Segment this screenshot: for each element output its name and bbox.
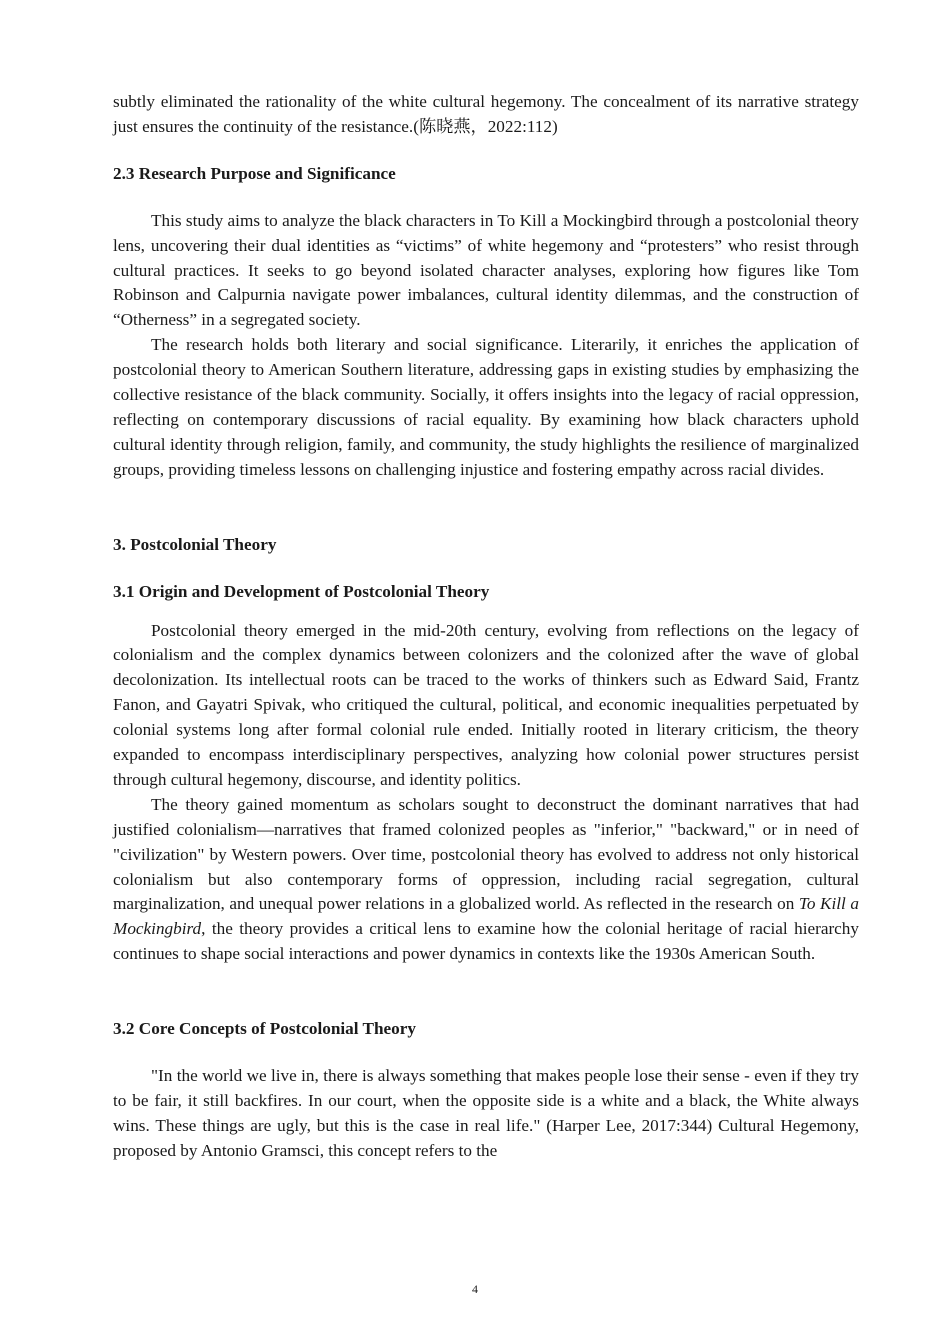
section-heading-3-1: 3.1 Origin and Development of Postcolonial Theory — [113, 581, 490, 601]
section-heading-3-2: 3.2 Core Concepts of Postcolonial Theory — [113, 1019, 416, 1039]
section-heading-2-3: 2.3 Research Purpose and Significance — [113, 163, 396, 183]
paragraph-3-1-2-after: , the theory provides a critical lens to examine how the colonial heritage of racial hierarchy continues to shape social interactions and power dynamics in contexts like the 1930s American South. — [113, 919, 859, 964]
paragraph-2-3-2: The research holds both literary and social significance. Literarily, it enriches the application of postcolonial theory to American Southern literature, addressing gaps in existing studies by emphasizing the collective resistance of the black community. Socially, it offers insights into the legacy of racial oppression, reflecting on contemporary discussions of racial equality. By examining how black characters uphold cultural identity through religion, family, and community, the study highlights the resilience of marginalized groups, providing timeless lessons on challenging injustice and fostering empathy across racial divides. — [113, 335, 859, 479]
continuation-paragraph: subtly eliminated the rationality of the white cultural hegemony. The concealment of its narrative strategy just ensures the continuity of the resistance.(陈晓燕，2022:112) — [113, 92, 859, 136]
paragraph-2-3-1: This study aims to analyze the black characters in To Kill a Mockingbird through a postcolonial theory lens, uncovering their dual identities as “victims” of white hegemony and “protesters” who resist through cultural practices. It seeks to go beyond isolated character analyses, exploring how figures like Tom Robinson and Calpurnia navigate power imbalances, cultural identity dilemmas, and the construction of “Otherness” in a segregated society. — [113, 210, 859, 330]
paragraph-3-1-2 — [113, 793, 859, 967]
paragraph-3-2-1: "In the world we live in, there is always something that makes people lose their sense - even if they try to be fair, it still backfires. In our court, when the opposite side is a white and a black, the White always wins. These things are ugly, but this is the case in real life." (Harper Lee, 2017:344) Cultural Hegemony, proposed by Antonio Gramsci, this concept refers to the — [113, 1066, 859, 1160]
page-number: 4 — [472, 1282, 478, 1296]
book-title: To Kill a Mockingbird — [113, 894, 859, 939]
paragraph-3-1-1: Postcolonial theory emerged in the mid-20th century, evolving from reflections on the legacy of colonialism and the complex dynamics between colonizers and the colonized after the wave of global decolonization. Its intellectual roots can be traced to the works of thinkers such as Edward Said, Frantz Fanon, and Gayatri Spivak, who critiqued the cultural, political, and economic inequalities perpetuated by colonial systems long after formal colonial rule ended. Initially rooted in literary criticism, the theory expanded to encompass interdisciplinary perspectives, analyzing how colonial power structures persist through cultural hegemony, discourse, and identity politics. — [113, 620, 859, 789]
document-page — [113, 90, 859, 1164]
section-heading-3: 3. Postcolonial Theory — [113, 534, 277, 554]
paragraph-3-1-2-before: The theory gained momentum as scholars sought to deconstruct the dominant narratives that had justified colonialism—narratives that framed colonized peoples as "inferior," "backward," or in need of "civilization" by Western powers. Over time, postcolonial theory has evolved to address not only historical colonialism but also contemporary forms of oppression, including racial segregation, cultural marginalization, and unequal power relations in a globalized world. As reflected in the research on — [113, 794, 859, 914]
